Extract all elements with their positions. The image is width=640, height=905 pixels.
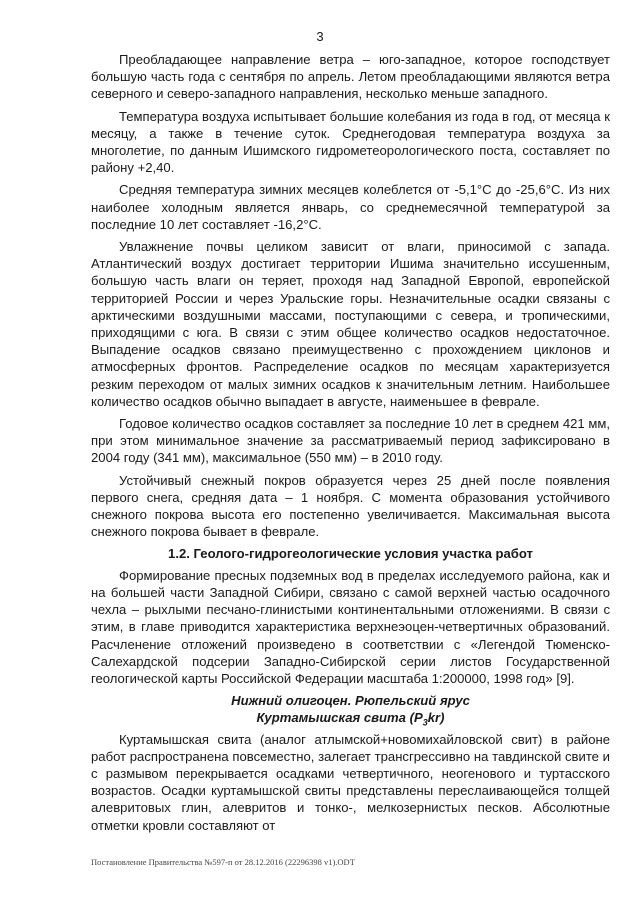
- paragraph-humidity: Увлажнение почвы целиком зависит от влаги, приносимой с запада. Атлантический воздух достигает территории Ишима значительно иссушенным, большую часть влаги он теряет, проходя над Западной Европой, европейской территорией России и через Уральские горы. Незначительные осадки связаны с арктическими воздушными массами, поступающими с севера, и тропическими, приходящими с юга. В связи с этим общее количество осадков недостаточное. Выпадение осадков связано преимущественно с прохождением циклонов и атмосферных фронтов. Распределение осадков по месяцам характеризуется резким переходом от малых зимних осадков к значительным летним. Наибольшее количество осадков обычно выпадает в августе, наименьшее в феврале.: [91, 239, 610, 409]
- section-heading: 1.2. Геолого-гидрогеологические условия участка работ: [168, 546, 533, 562]
- suite-title-suffix: kr): [427, 710, 445, 726]
- subheading-stage: Нижний олигоцен. Рюпельский ярус: [231, 693, 470, 709]
- paragraph-temperature: Температура воздуха испытывает большие колебания из года в год, от месяца к месяцу, а также в течение суток. Среднегодовая температура воздуха за многолетие, по данным Ишимского гидрометеорологического поста, составляет по району +2,40.: [91, 108, 610, 176]
- paragraph-groundwater: Формирование пресных подземных вод в пределах исследуемого района, как и на большей части Западной Сибири, связано с самой верхней частью осадочного чехла – рыхлыми песчано-глинистыми континентальными отложениями. В связи с этим, в главе приводится характеристика верхнеэоцен-четвертичных образований. Расчленение отложений произведено в соответствии с «Легендой Тюменско-Салехардской подсерии Западно-Сибирской серии листов Государственной геологической карты Российской Федерации масштаба 1:200000, 1998 год» [9].: [91, 567, 610, 686]
- paragraph-snow-cover: Устойчивый снежный покров образуется через 25 дней после появления первого снега, средняя дата – 1 ноября. С момента образования устойчивого снежного покрова высота его постепенно увеличивается. Максимальная высота снежного покрова бывает в феврале.: [91, 472, 610, 540]
- suite-index-subscript: 3: [422, 717, 428, 728]
- paragraph-wind: Преобладающее направление ветра – юго-западное, которое господствует большую часть года с сентября по апрель. Летом преобладающими являются ветра северного и северо-западного направления, несколько меньше западного.: [91, 52, 610, 102]
- document-footer: Постановление Правительства №597-п от 28.12.2016 (22296398 v1).ODT: [91, 857, 355, 867]
- paragraph-winter-temperature: Средняя температура зимних месяцев колеблется от -5,1°С до -25,6°С. Из них наиболее холодным является январь, со среднемесячной температурой за последние 10 лет составляет -16,2°С.: [91, 182, 610, 232]
- paragraph-kurtamysh-suite: Куртамышская свита (аналог атлымской+новомихайловской свит) в районе работ распространена повсеместно, залегает трансгрессивно на тавдинской свите и с размывом перекрывается осадками четвертичного, неогенового и туртасского возрастов. Осадки куртамышской свиты представлены переслаивающейся толщей алевритовых глин, алевритов и тонко-, мелкозернистых песков. Абсолютные отметки кровли составляют от: [91, 731, 610, 833]
- document-body: [91, 51, 610, 839]
- paragraph-precipitation: Годовое количество осадков составляет за последние 10 лет в среднем 421 мм, при этом минимальное значение за рассматриваемый период зафиксировано в 2004 году (341 мм), максимальное (550 мм) – в 2010 году.: [91, 416, 610, 466]
- subheading-suite: [91, 709, 610, 726]
- suite-title-prefix: Куртамышская свита (Р: [256, 710, 423, 726]
- page-number: 3: [316, 29, 324, 44]
